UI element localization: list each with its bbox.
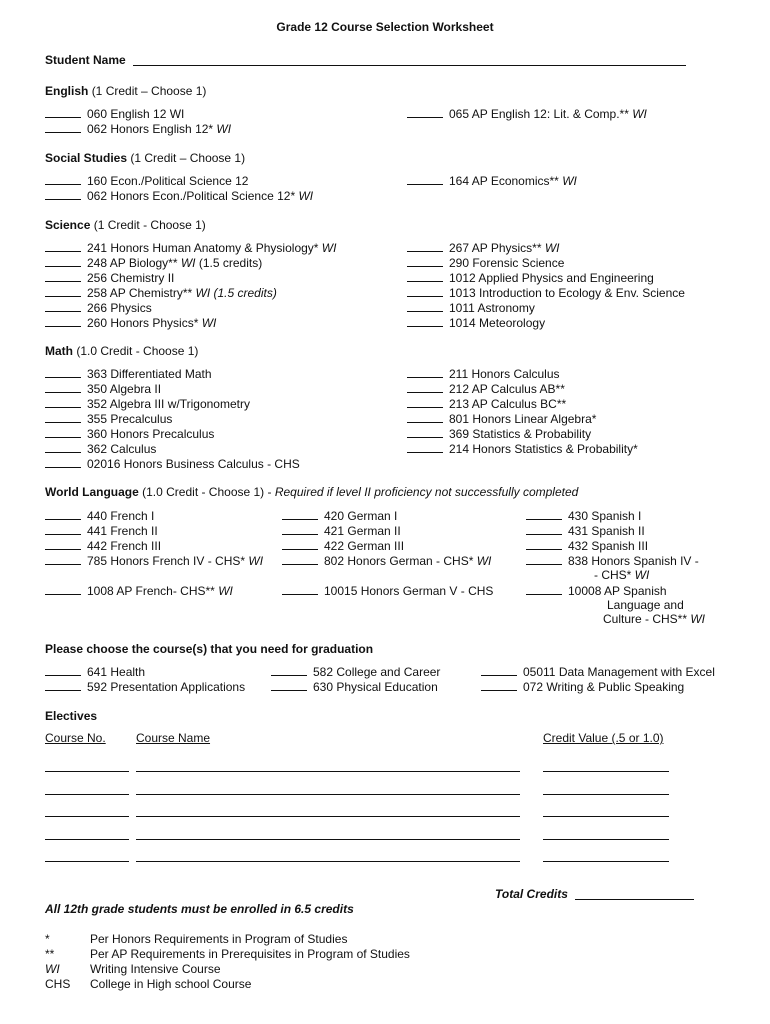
course-name-field[interactable] <box>136 794 520 795</box>
course-no-field[interactable] <box>45 861 129 862</box>
selection-blank[interactable] <box>45 315 81 327</box>
list-item[interactable]: 355 Precalculus <box>45 411 300 426</box>
math-heading: Math (1.0 Credit - Choose 1) <box>45 344 199 358</box>
world-language-col3 <box>526 508 699 568</box>
english-left-options <box>45 106 231 136</box>
legend-item: ** Per AP Requirements in Prerequisites in Program of Studies <box>45 947 410 961</box>
selection-blank[interactable] <box>45 441 81 453</box>
credit-value-field[interactable] <box>543 839 669 840</box>
list-item[interactable]: 258 AP Chemistry** WI (1.5 credits) <box>45 285 336 300</box>
list-item[interactable]: 422 German III <box>282 538 491 553</box>
list-item[interactable]: 248 AP Biology** WI (1.5 credits) <box>45 255 336 270</box>
legend-item: * Per Honors Requirements in Program of Studies <box>45 932 348 946</box>
course-name-header: Course Name <box>136 731 211 745</box>
selection-blank[interactable] <box>526 553 562 565</box>
list-item[interactable]: 160 Econ./Political Science 12 <box>45 173 313 188</box>
spanish-iv-continued: - CHS* WI <box>594 568 650 582</box>
list-item[interactable]: 267 AP Physics** WI <box>407 240 685 255</box>
graduation-heading: Please choose the course(s) that you need for graduation <box>45 642 374 656</box>
course-no-field[interactable] <box>45 771 129 772</box>
social-studies-left-options <box>45 173 313 203</box>
total-credits-field[interactable] <box>575 899 694 900</box>
english-right-options <box>407 106 647 121</box>
selection-blank[interactable] <box>45 366 81 378</box>
spanish-ap-line3: Culture - CHS** WI <box>603 612 706 626</box>
selection-blank[interactable] <box>407 366 443 378</box>
legend <box>45 932 410 992</box>
selection-blank[interactable] <box>45 173 81 185</box>
graduation-col3 <box>481 664 715 694</box>
list-item[interactable]: 430 Spanish I <box>526 508 699 523</box>
science-heading: Science (1 Credit - Choose 1) <box>45 218 206 232</box>
list-item[interactable]: 1012 Applied Physics and Engineering <box>407 270 685 285</box>
list-item[interactable]: 241 Honors Human Anatomy & Physiology* WI <box>45 240 336 255</box>
list-item[interactable]: 363 Differentiated Math <box>45 366 300 381</box>
science-left-options <box>45 240 336 330</box>
credit-value-field[interactable] <box>543 771 669 772</box>
selection-blank[interactable] <box>45 523 81 535</box>
list-item[interactable]: 420 German I <box>282 508 491 523</box>
list-item[interactable]: 802 Honors German - CHS* WI <box>282 553 491 568</box>
selection-blank[interactable] <box>282 538 318 550</box>
selection-blank[interactable] <box>407 426 443 438</box>
student-name-label: Student Name <box>45 53 126 67</box>
course-no-field[interactable] <box>45 839 129 840</box>
course-no-field[interactable] <box>45 816 129 817</box>
selection-blank[interactable] <box>407 411 443 423</box>
list-item[interactable]: 1013 Introduction to Ecology & Env. Science <box>407 285 685 300</box>
math-right-options <box>407 366 638 456</box>
social-studies-heading: Social Studies (1 Credit – Choose 1) <box>45 151 246 165</box>
list-item[interactable]: 10015 Honors German V - CHS <box>282 583 493 598</box>
list-item[interactable]: 432 Spanish III <box>526 538 699 553</box>
selection-blank[interactable] <box>526 523 562 535</box>
list-item[interactable]: 062 Honors English 12* WI <box>45 121 231 136</box>
list-item[interactable]: 362 Calculus <box>45 441 300 456</box>
selection-blank[interactable] <box>45 664 81 676</box>
list-item[interactable]: 592 Presentation Applications <box>45 679 245 694</box>
selection-blank[interactable] <box>481 664 517 676</box>
course-no-header: Course No. <box>45 731 106 745</box>
selection-blank[interactable] <box>407 396 443 408</box>
selection-blank[interactable] <box>45 679 81 691</box>
course-name-field[interactable] <box>136 771 520 772</box>
credit-value-field[interactable] <box>543 816 669 817</box>
science-right-options <box>407 240 685 330</box>
list-item[interactable]: 1011 Astronomy <box>407 300 685 315</box>
course-name-field[interactable] <box>136 839 520 840</box>
selection-blank[interactable] <box>481 679 517 691</box>
selection-blank[interactable] <box>45 285 81 297</box>
selection-blank[interactable] <box>407 106 443 118</box>
math-left-options <box>45 366 300 471</box>
list-item[interactable]: 10008 AP Spanish <box>526 583 667 598</box>
graduation-col1 <box>45 664 245 694</box>
selection-blank[interactable] <box>271 679 307 691</box>
list-item[interactable]: 214 Honors Statistics & Probability* <box>407 441 638 456</box>
credit-value-field[interactable] <box>543 794 669 795</box>
page-title: Grade 12 Course Selection Worksheet <box>276 20 494 34</box>
list-item[interactable]: 1014 Meteorology <box>407 315 685 330</box>
selection-blank[interactable] <box>45 456 81 468</box>
graduation-col2 <box>271 664 440 694</box>
list-item[interactable]: 785 Honors French IV - CHS* WI <box>45 553 263 568</box>
selection-blank[interactable] <box>407 255 443 267</box>
selection-blank[interactable] <box>45 583 81 595</box>
selection-blank[interactable] <box>45 106 81 118</box>
selection-blank[interactable] <box>407 270 443 282</box>
english-heading: English (1 Credit – Choose 1) <box>45 84 207 98</box>
selection-blank[interactable] <box>45 188 81 200</box>
world-language-col2 <box>282 508 491 568</box>
list-item[interactable]: 442 French III <box>45 538 263 553</box>
list-item[interactable]: 431 Spanish II <box>526 523 699 538</box>
enrollment-note: All 12th grade students must be enrolled in 6.5 credits <box>45 902 354 916</box>
selection-blank[interactable] <box>45 553 81 565</box>
selection-blank[interactable] <box>45 396 81 408</box>
list-item[interactable]: 266 Physics <box>45 300 336 315</box>
world-language-heading: World Language (1.0 Credit - Choose 1) - Required if level II proficiency not successfully completed <box>45 485 579 499</box>
list-item[interactable]: 062 Honors Econ./Political Science 12* WI <box>45 188 313 203</box>
list-item[interactable]: 065 AP English 12: Lit. & Comp.** WI <box>407 106 647 121</box>
selection-blank[interactable] <box>282 508 318 520</box>
selection-blank[interactable] <box>526 583 562 595</box>
list-item[interactable]: 441 French II <box>45 523 263 538</box>
selection-blank[interactable] <box>407 300 443 312</box>
list-item[interactable]: 05011 Data Management with Excel <box>481 664 715 679</box>
selection-blank[interactable] <box>407 441 443 453</box>
list-item[interactable]: 582 College and Career <box>271 664 440 679</box>
selection-blank[interactable] <box>45 381 81 393</box>
selection-blank[interactable] <box>407 315 443 327</box>
list-item[interactable]: 641 Health <box>45 664 245 679</box>
selection-blank[interactable] <box>407 240 443 252</box>
selection-blank[interactable] <box>45 300 81 312</box>
electives-heading: Electives <box>45 709 98 723</box>
selection-blank[interactable] <box>282 523 318 535</box>
list-item[interactable]: 211 Honors Calculus <box>407 366 638 381</box>
selection-blank[interactable] <box>45 508 81 520</box>
selection-blank[interactable] <box>45 411 81 423</box>
selection-blank[interactable] <box>407 173 443 185</box>
selection-blank[interactable] <box>282 583 318 595</box>
course-no-field[interactable] <box>45 794 129 795</box>
list-item[interactable]: 440 French I <box>45 508 263 523</box>
list-item[interactable]: 290 Forensic Science <box>407 255 685 270</box>
student-name-field[interactable] <box>133 65 686 66</box>
list-item[interactable]: 212 AP Calculus AB** <box>407 381 638 396</box>
credit-value-header: Credit Value (.5 or 1.0) <box>543 731 664 745</box>
list-item[interactable]: 213 AP Calculus BC** <box>407 396 638 411</box>
social-studies-right-options <box>407 173 577 188</box>
world-language-col1 <box>45 508 263 568</box>
list-item[interactable]: 352 Algebra III w/Trigonometry <box>45 396 300 411</box>
list-item[interactable]: 630 Physical Education <box>271 679 440 694</box>
selection-blank[interactable] <box>282 553 318 565</box>
course-name-field[interactable] <box>136 861 520 862</box>
list-item[interactable]: 260 Honors Physics* WI <box>45 315 336 330</box>
total-credits-label: Total Credits <box>495 887 568 901</box>
list-item[interactable]: 256 Chemistry II <box>45 270 336 285</box>
list-item[interactable]: 360 Honors Precalculus <box>45 426 300 441</box>
legend-item: CHS College in High school Course <box>45 977 252 991</box>
list-item[interactable]: 369 Statistics & Probability <box>407 426 638 441</box>
list-item[interactable]: 060 English 12 WI <box>45 106 231 121</box>
selection-blank[interactable] <box>45 426 81 438</box>
selection-blank[interactable] <box>526 538 562 550</box>
selection-blank[interactable] <box>45 121 81 133</box>
list-item[interactable]: 1008 AP French- CHS** WI <box>45 583 233 598</box>
list-item[interactable]: 801 Honors Linear Algebra* <box>407 411 638 426</box>
selection-blank[interactable] <box>271 664 307 676</box>
list-item[interactable]: 164 AP Economics** WI <box>407 173 577 188</box>
selection-blank[interactable] <box>45 270 81 282</box>
legend-item: WI Writing Intensive Course <box>45 962 221 976</box>
list-item[interactable]: 350 Algebra II <box>45 381 300 396</box>
selection-blank[interactable] <box>45 538 81 550</box>
selection-blank[interactable] <box>45 240 81 252</box>
selection-blank[interactable] <box>45 255 81 267</box>
list-item[interactable]: 421 German II <box>282 523 491 538</box>
spanish-ap-line2: Language and <box>607 598 684 612</box>
selection-blank[interactable] <box>526 508 562 520</box>
selection-blank[interactable] <box>407 381 443 393</box>
list-item[interactable]: 02016 Honors Business Calculus - CHS <box>45 456 300 471</box>
selection-blank[interactable] <box>407 285 443 297</box>
list-item[interactable]: 838 Honors Spanish IV - <box>526 553 699 568</box>
list-item[interactable]: 072 Writing & Public Speaking <box>481 679 715 694</box>
credit-value-field[interactable] <box>543 861 669 862</box>
course-name-field[interactable] <box>136 816 520 817</box>
